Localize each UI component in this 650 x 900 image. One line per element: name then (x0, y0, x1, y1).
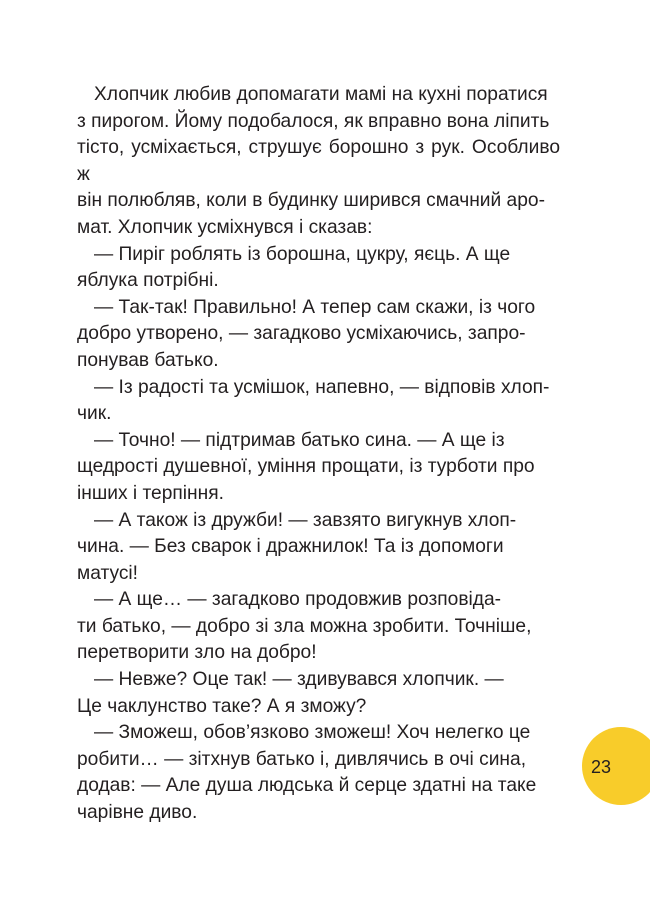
paragraph-7: — А ще… — загадково продовжив розповіда- ти батько, — добро зі зла можна зробити. Точніше, перетворити зло на добро! (77, 589, 532, 664)
paragraph-6: — А також із дружби! — завзято вигукнув хлоп- чина. — Без сварок і дражнилок! Та із допомоги матусі! (77, 509, 517, 584)
story-text (77, 82, 560, 827)
paragraph-4: — Із радості та усмішок, напевно, — відповів хлоп- чик. (77, 376, 550, 425)
paragraph-3: — Так-так! Правильно! А тепер сам скажи, із чого добро утворено, — загадково усміхаючись, запро- понував батько. (77, 296, 536, 371)
paragraph-9: — Зможеш, обов’язково зможеш! Хоч нелегко це робити… — зітхнув батько і, дивлячись в очі сина, додав: — Але душа людська й серце здатні на таке чарівне диво. (77, 722, 537, 824)
paragraph-2: — Пиріг роблять із борошна, цукру, яєць. А ще яблука потрібні. (77, 243, 511, 292)
paragraph-8: — Невже? Оце так! — здивувався хлопчик. — Це чаклунство таке? А я зможу? (77, 669, 504, 717)
paragraph-5: — Точно! — підтримав батько сина. — А ще із щедрості душевної, уміння прощати, із турботи про інших і терпіння. (77, 429, 535, 504)
page-number: 23 (591, 757, 612, 777)
paragraph-1: Хлопчик любив допомагати мамі на кухні поратися з пирогом. Йому подобалося, як вправно вона ліпить тісто, усміхається, струшує борошно з рук. Особливо ж він полюбляв, коли в будинку ширився смачний аро- мат. Хлопчик усміхнувся і сказав: (77, 84, 560, 238)
